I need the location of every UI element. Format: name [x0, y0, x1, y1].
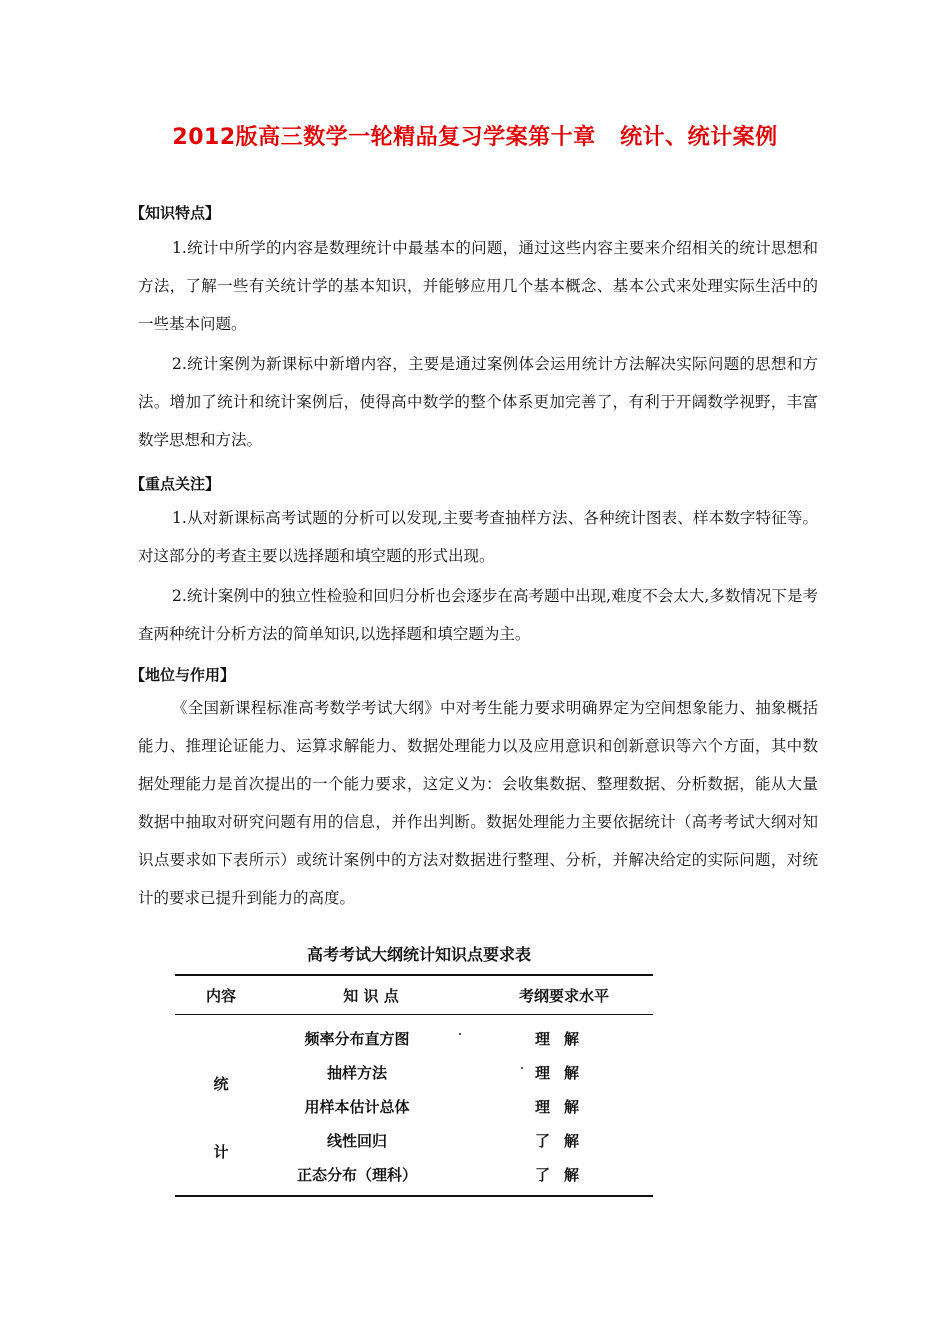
scan-speck: [521, 1067, 523, 1069]
knowledge-point-cell: 频率分布直方图: [304, 1029, 410, 1048]
table-row: [253, 1055, 653, 1089]
knowledge-point-cell: 用样本估计总体: [304, 1097, 410, 1116]
paragraph: 《全国新课程标准高考数学考试大纲》中对考生能力要求明确界定为空间想象能力、抽象概括能力、推理论证能力、运算求解能力、数据处理能力以及应用意识和创新意识等六个方面，其中数据处理能力是首次提出的一个能力要求，这定义为：会收集数据、整理数据、分析数据，能从大量数据中抽取对研究问题有用的信息，并作出判断。数据处理能力主要依据统计（高考考试大纲对知识点要求如下表所示）或统计案例中的方法对数据进行整理、分析，并解决给定的实际问题，对统计的要求已提升到能力的高度。: [138, 699, 818, 907]
document-title: 2012版高三数学一轮精品复习学案第十章 统计、统计案例: [172, 125, 778, 150]
table-row: [253, 1021, 653, 1055]
table-body: [175, 1015, 653, 1195]
knowledge-point-cell: 正态分布（理科）: [296, 1165, 417, 1184]
table-caption: 高考考试大纲统计知识点要求表: [306, 945, 531, 964]
paragraph: 2.统计案例中的独立性检验和回归分析也会逐步在高考题中出现,难度不会太大,多数情况下是考查两种统计分析方法的简单知识,以选择题和填空题为主。: [138, 587, 818, 643]
table-row: [253, 1123, 653, 1157]
requirements-table: [175, 942, 653, 1197]
section-heading-position-and-role: 【地位与作用】: [130, 666, 236, 684]
category-char: 计: [213, 1143, 229, 1161]
table-bottom-rule: [175, 1195, 653, 1197]
paragraph: 1.统计中所学的内容是数理统计中最基本的问题，通过这些内容主要来介绍相关的统计思想和方法，了解一些有关统计学的基本知识，并能够应用几个基本概念、基本公式来处理实际生活中的一些基本问题。: [138, 239, 818, 333]
knowledge-point-cell: 抽样方法: [326, 1063, 387, 1082]
section-heading-knowledge-features: 【知识特点】: [130, 204, 221, 222]
requirement-level-cell: 理解: [534, 1063, 593, 1082]
table-header-content: 内容: [205, 986, 236, 1005]
table-row: [253, 1157, 653, 1191]
knowledge-point-cell: 线性回归: [326, 1131, 387, 1150]
section-heading-key-focus: 【重点关注】: [130, 475, 221, 493]
requirement-level-cell: 理解: [534, 1097, 593, 1116]
scan-speck: [459, 1033, 461, 1035]
table-header-requirement-level: 考纲要求水平: [518, 986, 609, 1005]
paragraph: 1.从对新课标高考试题的分析可以发现,主要考查抽样方法、各种统计图表、样本数字特征等。对这部分的考查主要以选择题和填空题的形式出现。: [138, 509, 818, 565]
table-rows: [253, 1021, 653, 1191]
category-char: 统: [213, 1075, 229, 1093]
table-row: [253, 1089, 653, 1123]
table-header-knowledge-point: 知 识 点: [343, 986, 399, 1005]
paragraph: 2.统计案例为新课标中新增内容，主要是通过案例体会运用统计方法解决实际问题的思想和方法。增加了统计和统计案例后，使得高中数学的整个体系更加完善了，有利于开阔数学视野，丰富数学思想和方法。: [138, 355, 818, 449]
table-header-row: [175, 976, 653, 1014]
requirement-level-cell: 理解: [534, 1029, 593, 1048]
requirement-level-cell: 了解: [534, 1131, 593, 1150]
requirement-level-cell: 了解: [534, 1165, 593, 1184]
table-category-cell: [175, 1021, 253, 1191]
